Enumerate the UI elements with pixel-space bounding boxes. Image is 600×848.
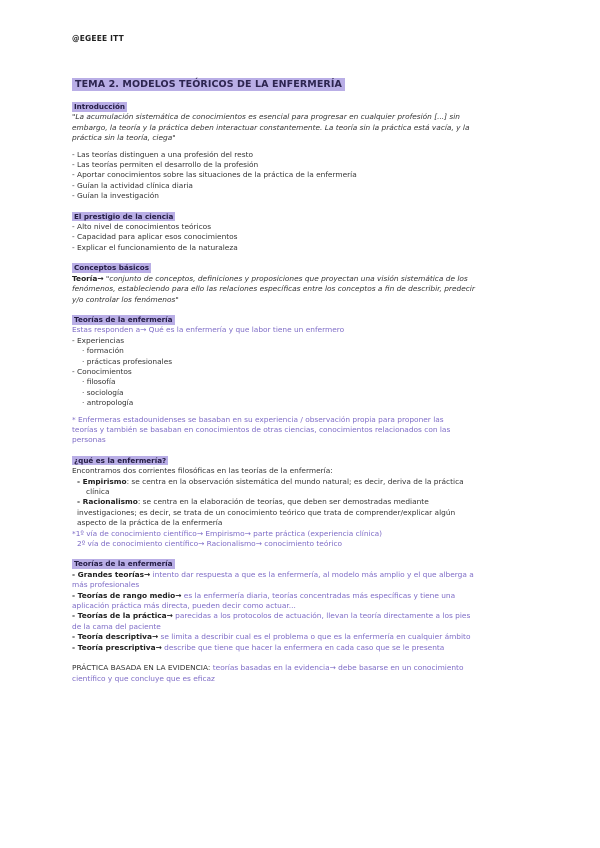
definition-text: se limita a describir cual es el problema o que es la enfermería en cualquier ámbito: [158, 632, 471, 642]
definition-line: y/o controlar los fenómenos": [72, 294, 179, 304]
definition-line: [72, 611, 528, 621]
term: - Teorías de la práctica→: [72, 611, 173, 621]
watermark: @EGEEE ITT: [72, 34, 124, 43]
section-heading: Introducción: [74, 102, 126, 111]
definition-line: [72, 591, 528, 601]
section-introduccion: [72, 102, 528, 202]
definition-text: intento dar respuesta a que es la enfermería, al modelo más amplio y el que alberga a: [150, 569, 474, 579]
title-row: [72, 72, 345, 91]
via-line: *1º vía de conocimiento científico→ Empirismo→ parte práctica (experiencia clínica): [72, 528, 383, 538]
list-subitem: · antropología: [82, 398, 134, 408]
section-heading: El prestigio de la ciencia: [74, 211, 174, 221]
note-line: personas: [72, 435, 106, 445]
list-subitem: · prácticas profesionales: [82, 356, 173, 366]
list-subitem: · formación: [82, 346, 124, 356]
page-title: TEMA 2. MODELOS TEÓRICOS DE LA ENFERMERÍA: [72, 78, 345, 91]
definition-text: : se centra en la elaboración de teorías, que deben ser demostradas mediante: [137, 497, 429, 507]
definition-line: [72, 643, 528, 653]
definition-line: más profesionales: [72, 580, 140, 590]
list-subitem: · filosofía: [82, 377, 116, 387]
definition-line: aspecto de la práctica de la enfermería: [77, 518, 223, 528]
definition-line: [72, 497, 528, 507]
term: - Teoría descriptiva→: [72, 632, 159, 642]
definition-line: clínica: [86, 487, 110, 496]
definition-line: [72, 274, 528, 284]
term: PRÁCTICA BASADA EN LA EVIDENCIA:: [72, 663, 211, 673]
list-item: - Alto nivel de conocimientos teóricos: [72, 222, 212, 232]
via-line: 2º vía de conocimiento científico→ Racionalismo→ conocimiento teórico: [77, 539, 343, 549]
definition-text: "conjunto de conceptos, definiciones y proposiciones que proyectan una visión sistemática de los: [103, 273, 468, 283]
section-pbe: [72, 663, 528, 684]
note-line: * Enfermeras estadounidenses se basaban en su experiencia / observación propia para proponer las: [72, 414, 444, 424]
section-conceptos: [72, 263, 528, 305]
term: - Teorías de rango medio→: [72, 590, 182, 600]
list-item: - Guían la actividad clínica diaria: [72, 180, 193, 190]
term: Teoría→: [72, 273, 104, 283]
list-item: - Las teorías permiten el desarrollo de la profesión: [72, 160, 259, 170]
list-item: - Capacidad para aplicar esos conocimientos: [72, 232, 238, 242]
definition-line: [72, 477, 528, 487]
paragraph-line: Encontramos dos corrientes filosóficas en las teorías de la enfermería:: [72, 466, 333, 476]
definition-line: [72, 663, 528, 673]
definition-line: investigaciones; es decir, se trata de un conocimiento teórico que trata de comprender/explicar algún: [77, 507, 456, 517]
list-item: - Explicar el funcionamiento de la naturaleza: [72, 242, 238, 252]
definition-line: aplicación práctica más directa, pueden decir como actuar...: [72, 601, 296, 611]
document-body: [72, 102, 528, 684]
section-heading: Teorías de la enfermería: [74, 314, 173, 324]
term: - Racionalismo: [77, 497, 138, 507]
section-prestigio: [72, 212, 528, 254]
definition-line: [72, 570, 528, 580]
definition-text: describe que tiene que hacer la enfermera en cada caso que se le presenta: [161, 642, 445, 652]
note-line: teorías y también se basaban en conocimientos de otras ciencias, conocimientos relacionados con las: [72, 424, 451, 434]
term: - Teoría prescriptiva→: [72, 642, 162, 652]
definition-line: [72, 632, 528, 642]
term: - Empirismo: [77, 476, 127, 486]
term: - Grandes teorías→: [72, 569, 151, 579]
question-line: Estas responden a→ Qué es la enfermería y que labor tiene un enfermero: [72, 325, 345, 335]
definition-text: parecidas a los protocolos de actuación, llevan la teoría directamente a los pies: [172, 611, 471, 621]
quote-line: "La acumulación sistemática de conocimientos es esencial para progresar en cualquier profesión [...] sin: [72, 112, 460, 122]
section-teorias-1: [72, 315, 528, 446]
quote-line: embargo, la teoría y la práctica deben interactuar constantemente. La teoría sin la práctica está vacía, y la: [72, 122, 470, 132]
section-heading: ¿qué es la enfermería?: [74, 455, 167, 465]
list-item: - Guían la investigación: [72, 191, 159, 201]
section-teorias-2: [72, 559, 528, 653]
list-item: - Las teorías distinguen a una profesión del resto: [72, 149, 253, 159]
definition-text: es la enfermería diaria, teorías concentradas más específicas y tiene una: [181, 590, 456, 600]
section-heading: Conceptos básicos: [74, 263, 149, 273]
quote-line: práctica sin la teoría, ciega": [72, 133, 176, 143]
section-que-es: [72, 456, 528, 550]
section-heading: Teorías de la enfermería: [74, 559, 173, 569]
list-item: - Conocimientos: [72, 366, 132, 376]
definition-text: teorías basadas en la evidencia→ debe basarse en un conocimiento: [210, 663, 464, 673]
list-item: - Aportar conocimientos sobre las situaciones de la práctica de la enfermería: [72, 170, 357, 180]
definition-line: fenómenos, estableciendo para ello las relaciones específicas entre los conceptos a fin de describir, predecir: [72, 284, 475, 294]
definition-line: científico y que concluye que es eficaz: [72, 673, 215, 683]
list-item: - Experiencias: [72, 335, 125, 345]
list-subitem: · sociología: [82, 387, 124, 397]
definition-line: de la cama del paciente: [72, 621, 161, 631]
definition-text: : se centra en la observación sistemática del mundo natural; es decir, deriva de la práctica: [126, 476, 464, 486]
